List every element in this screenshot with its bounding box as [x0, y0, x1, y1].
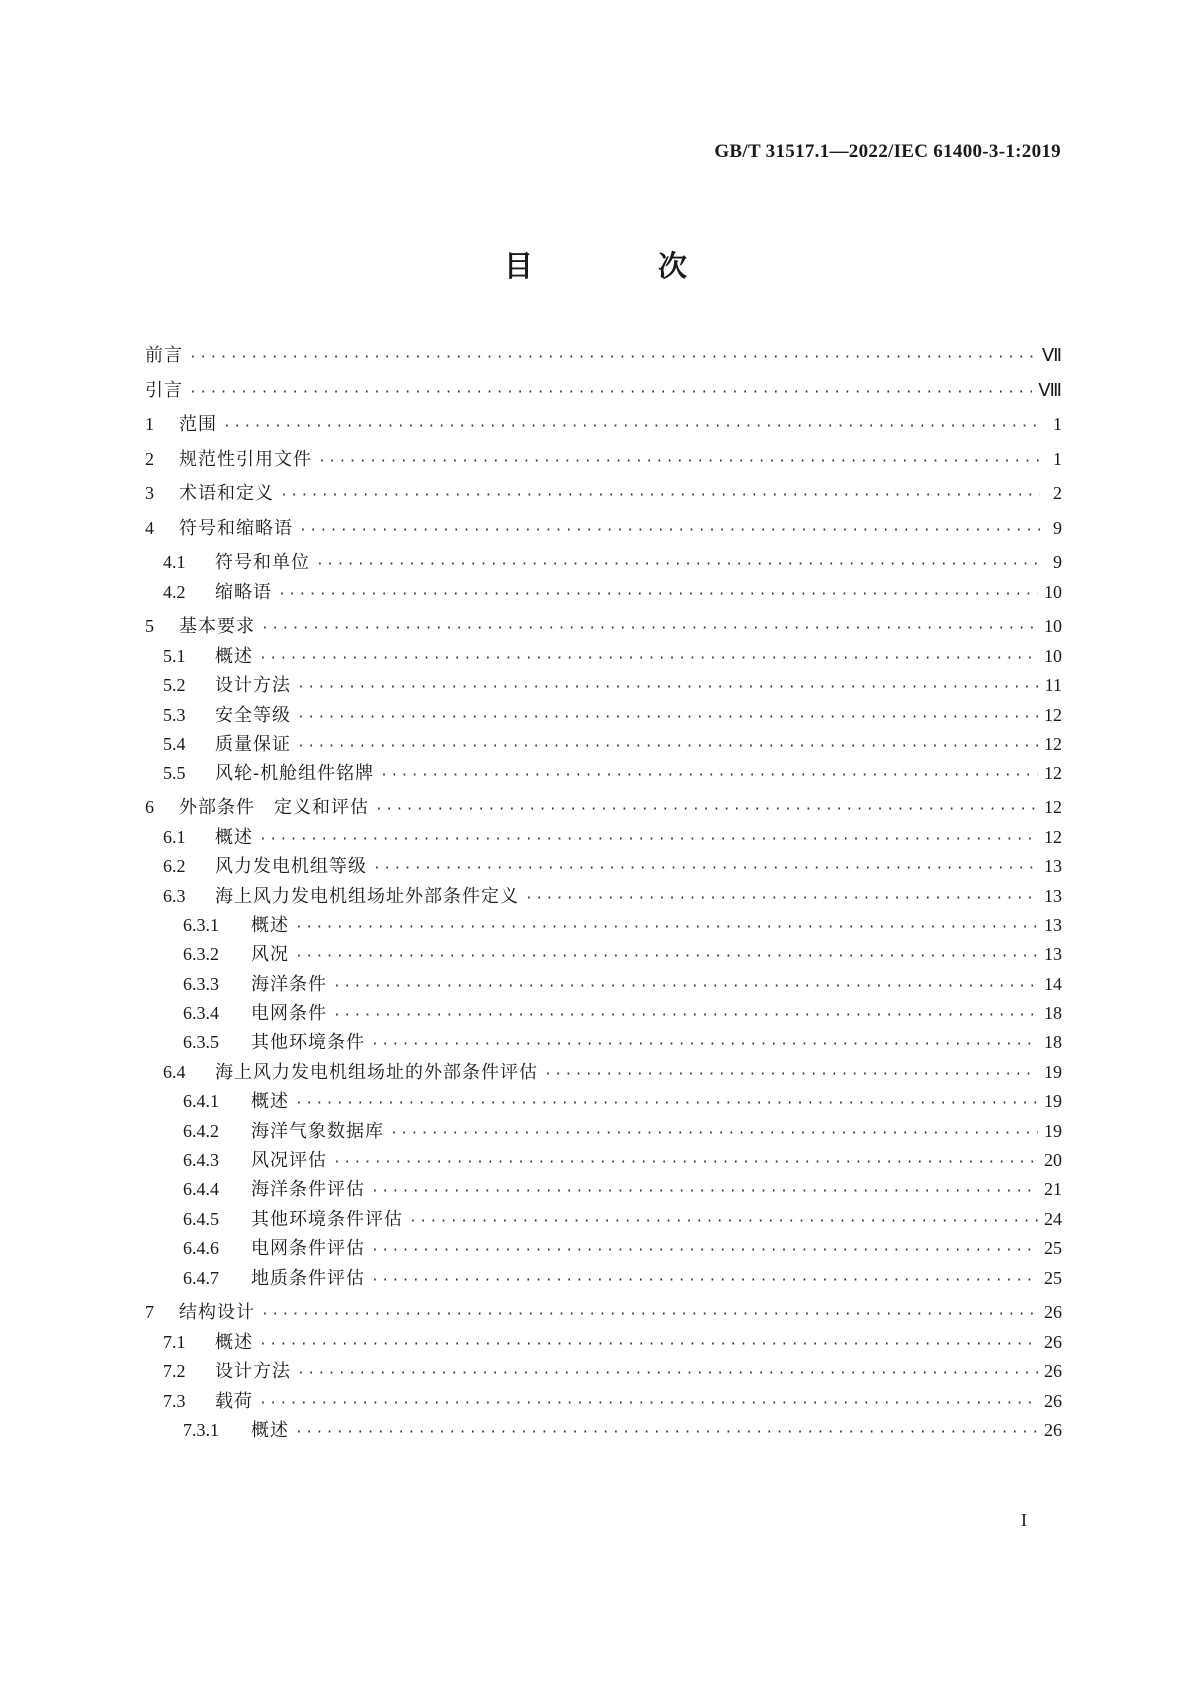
- toc-entry[interactable]: [145, 1356, 1062, 1386]
- toc-section-number: 4.2: [163, 582, 186, 602]
- toc-page-number: 26: [1044, 1361, 1062, 1381]
- toc-page-number: 21: [1044, 1179, 1062, 1199]
- toc-entry[interactable]: [145, 758, 1062, 788]
- toc-section-title: 风况: [251, 944, 289, 965]
- toc-entry[interactable]: [145, 1415, 1062, 1445]
- toc-page-number: 9: [1053, 552, 1062, 572]
- toc-page-number: 25: [1044, 1268, 1062, 1288]
- toc-entry[interactable]: [145, 1174, 1062, 1204]
- toc-section-title: 载荷: [215, 1391, 253, 1412]
- toc-section-title: 术语和定义: [179, 483, 274, 504]
- toc-entry[interactable]: [145, 1145, 1062, 1175]
- toc-page-number: 26: [1044, 1420, 1062, 1440]
- toc-section-title: 前言: [145, 345, 183, 366]
- toc-page-number: 1: [1053, 449, 1062, 469]
- toc-page-number: 12: [1044, 827, 1062, 847]
- toc-entry[interactable]: [145, 729, 1062, 759]
- toc-section-title: 海洋条件: [251, 974, 327, 995]
- toc-page-number: 10: [1044, 646, 1062, 666]
- toc-section-number: 5.5: [163, 763, 186, 783]
- toc-section-title: 风轮-机舱组件铭牌: [215, 763, 375, 784]
- toc-entry[interactable]: [145, 1327, 1062, 1357]
- toc-page-number: 12: [1044, 705, 1062, 725]
- toc-section-number: 7.2: [163, 1361, 186, 1381]
- toc-section-number: 5.4: [163, 734, 186, 754]
- toc-leader-dots: [371, 1266, 1038, 1296]
- toc-leader-dots: [318, 447, 1040, 477]
- toc-section-title: 质量保证: [215, 734, 291, 755]
- toc-leader-dots: [373, 854, 1038, 884]
- toc-page-number: 24: [1044, 1209, 1062, 1229]
- toc-page-number: 19: [1044, 1091, 1062, 1111]
- toc-page-number: 18: [1044, 1003, 1062, 1023]
- toc-entry[interactable]: [145, 1263, 1062, 1293]
- toc-section-title: 电网条件: [251, 1003, 327, 1024]
- toc-section-number: 7.1: [163, 1332, 186, 1352]
- toc-section-title: 缩略语: [215, 582, 272, 603]
- toc-section-title: 概述: [215, 646, 253, 667]
- toc-section-number: 6.4.7: [183, 1268, 219, 1288]
- toc-section-number: 4.1: [163, 552, 186, 572]
- toc-section-title: 地质条件评估: [251, 1268, 365, 1289]
- toc-section-number: 2: [145, 449, 154, 469]
- toc-page-number: 19: [1044, 1062, 1062, 1082]
- toc-section-number: 6.3: [163, 886, 186, 906]
- toc-section-title: 符号和缩略语: [179, 518, 293, 539]
- toc-section-number: 6.4: [163, 1062, 186, 1082]
- toc-entry[interactable]: [145, 1204, 1062, 1234]
- toc-leader-dots: [295, 942, 1038, 972]
- toc-page-number: 13: [1044, 856, 1062, 876]
- toc-section-number: 5.1: [163, 646, 186, 666]
- toc-section-title: 概述: [215, 827, 253, 848]
- toc-leader-dots: [280, 481, 1040, 511]
- toc-section-number: 6.3.5: [183, 1032, 219, 1052]
- toc-page-number: 19: [1044, 1121, 1062, 1141]
- toc-entry[interactable]: [145, 851, 1062, 881]
- toc-entry[interactable]: [145, 513, 1062, 543]
- toc-section-number: 6.4.2: [183, 1121, 219, 1141]
- toc-section-title: 安全等级: [215, 705, 291, 726]
- toc-section-title: 风况评估: [251, 1150, 327, 1171]
- toc-leader-dots: [299, 516, 1040, 546]
- toc-section-title: 符号和单位: [215, 552, 310, 573]
- toc-page-number: 11: [1044, 675, 1062, 695]
- toc-entry[interactable]: [145, 577, 1062, 607]
- toc-entry[interactable]: [145, 1386, 1062, 1416]
- toc-entry[interactable]: [145, 611, 1062, 641]
- toc-entry[interactable]: [145, 1297, 1062, 1327]
- toc-leader-dots: [316, 550, 1040, 580]
- toc-page-number: 13: [1044, 886, 1062, 906]
- toc-section-number: 6.3.4: [183, 1003, 219, 1023]
- toc-leader-dots: [371, 1177, 1038, 1207]
- toc-section-title: 设计方法: [215, 1361, 291, 1382]
- toc-section-title: 海洋气象数据库: [251, 1121, 384, 1142]
- toc-entry[interactable]: [145, 998, 1062, 1028]
- toc-entry[interactable]: [145, 444, 1062, 474]
- toc-entry[interactable]: [145, 910, 1062, 940]
- toc-section-number: 5.2: [163, 675, 186, 695]
- toc-section-number: 6.4.3: [183, 1150, 219, 1170]
- toc-section-title: 海洋条件评估: [251, 1179, 365, 1200]
- toc-section-number: 6.4.6: [183, 1238, 219, 1258]
- toc-leader-dots: [297, 1359, 1038, 1389]
- toc-section-number: 1: [145, 414, 154, 434]
- toc-page-number: 13: [1044, 944, 1062, 964]
- toc-entry[interactable]: [145, 478, 1062, 508]
- toc-entry[interactable]: [145, 700, 1062, 730]
- toc-section-number: 6.1: [163, 827, 186, 847]
- toc-section-number: 6.3.3: [183, 974, 219, 994]
- toc-section-title: 概述: [251, 1420, 289, 1441]
- toc-section-number: 4: [145, 518, 154, 538]
- toc-leader-dots: [297, 673, 1039, 703]
- toc-section-title: 风力发电机组等级: [215, 856, 367, 877]
- toc-section-title: 概述: [215, 1332, 253, 1353]
- toc-page-number: 12: [1044, 797, 1062, 817]
- toc-page-number: 2: [1053, 483, 1062, 503]
- toc-page-number: 14: [1044, 974, 1062, 994]
- toc-entry[interactable]: [145, 375, 1062, 405]
- toc-entry[interactable]: [145, 792, 1062, 822]
- toc-section-title: 引言: [145, 380, 183, 401]
- toc-section-title: 设计方法: [215, 675, 291, 696]
- toc-section-title: 其他环境条件: [251, 1032, 365, 1053]
- toc-entry[interactable]: [145, 881, 1062, 911]
- toc-page-number: 12: [1044, 763, 1062, 783]
- toc-section-title: 概述: [251, 1091, 289, 1112]
- toc-leader-dots: [261, 1300, 1038, 1330]
- toc-entry[interactable]: [145, 340, 1062, 370]
- toc-leader-dots: [261, 614, 1038, 644]
- toc-entry[interactable]: [145, 1086, 1062, 1116]
- toc-section-number: 6.4.5: [183, 1209, 219, 1229]
- toc-page-number: 18: [1044, 1032, 1062, 1052]
- toc-page-number: 12: [1044, 734, 1062, 754]
- standard-code: GB/T 31517.1—2022/IEC 61400-3-1:2019: [714, 141, 1061, 162]
- toc-entry[interactable]: [145, 641, 1062, 671]
- toc-section-number: 5.3: [163, 705, 186, 725]
- toc-leader-dots: [189, 378, 1032, 408]
- toc-section-title: 结构设计: [179, 1302, 255, 1323]
- toc-section-title: 规范性引用文件: [179, 449, 312, 470]
- toc-section-number: 6.4.4: [183, 1179, 219, 1199]
- toc-page-number: 26: [1044, 1332, 1062, 1352]
- toc-leader-dots: [380, 761, 1038, 791]
- toc-page-number: 26: [1044, 1302, 1062, 1322]
- toc-section-title: 基本要求: [179, 616, 255, 637]
- toc-entry[interactable]: [145, 547, 1062, 577]
- toc-entry[interactable]: [145, 1057, 1062, 1087]
- toc-leader-dots: [371, 1236, 1038, 1266]
- toc-entry[interactable]: [145, 969, 1062, 999]
- toc-leader-dots: [223, 412, 1040, 442]
- toc-entry[interactable]: [145, 1116, 1062, 1146]
- toc-section-title: 海上风力发电机组场址的外部条件评估: [215, 1062, 538, 1083]
- toc-entry[interactable]: [145, 670, 1062, 700]
- toc-entry[interactable]: [145, 1027, 1062, 1057]
- toc-section-title: 概述: [251, 915, 289, 936]
- toc-leader-dots: [295, 1089, 1038, 1119]
- toc-page-number: 9: [1053, 518, 1062, 538]
- toc-section-title: 海上风力发电机组场址外部条件定义: [215, 886, 519, 907]
- toc-page-number: Ⅶ: [1041, 345, 1062, 365]
- toc-entry[interactable]: [145, 939, 1062, 969]
- toc-page-number: 13: [1044, 915, 1062, 935]
- toc-page-number: 20: [1044, 1150, 1062, 1170]
- toc-page-number: 26: [1044, 1391, 1062, 1411]
- toc-section-title: 电网条件评估: [251, 1238, 365, 1259]
- page-title: 目 次: [503, 249, 735, 283]
- toc-leader-dots: [189, 343, 1036, 373]
- toc-section-title: 其他环境条件评估: [251, 1209, 403, 1230]
- toc-entry[interactable]: [145, 822, 1062, 852]
- toc-leader-dots: [278, 580, 1038, 610]
- toc-page-number: 10: [1044, 616, 1062, 636]
- toc-leader-dots: [375, 795, 1038, 825]
- toc-leader-dots: [371, 1030, 1038, 1060]
- toc-section-number: 7.3.1: [183, 1420, 219, 1440]
- toc-section-number: 7.3: [163, 1391, 186, 1411]
- toc-section-number: 6.3.1: [183, 915, 219, 935]
- toc-section-number: 6: [145, 797, 154, 817]
- toc-entry[interactable]: [145, 409, 1062, 439]
- toc-section-number: 5: [145, 616, 154, 636]
- toc-section-title: 范围: [179, 414, 217, 435]
- toc-section-number: 6.3.2: [183, 944, 219, 964]
- toc-section-number: 3: [145, 483, 154, 503]
- toc-section-number: 6.4.1: [183, 1091, 219, 1111]
- toc-section-number: 7: [145, 1302, 154, 1322]
- toc-section-title: 外部条件 定义和评估: [179, 797, 369, 818]
- toc-entry[interactable]: [145, 1233, 1062, 1263]
- toc-page-number: 10: [1044, 582, 1062, 602]
- page-number: I: [1021, 1510, 1027, 1530]
- toc-page-number: Ⅷ: [1038, 380, 1062, 400]
- toc-leader-dots: [295, 1418, 1038, 1448]
- toc-section-number: 6.2: [163, 856, 186, 876]
- toc-page-number: 1: [1053, 414, 1062, 434]
- toc-page-number: 25: [1044, 1238, 1062, 1258]
